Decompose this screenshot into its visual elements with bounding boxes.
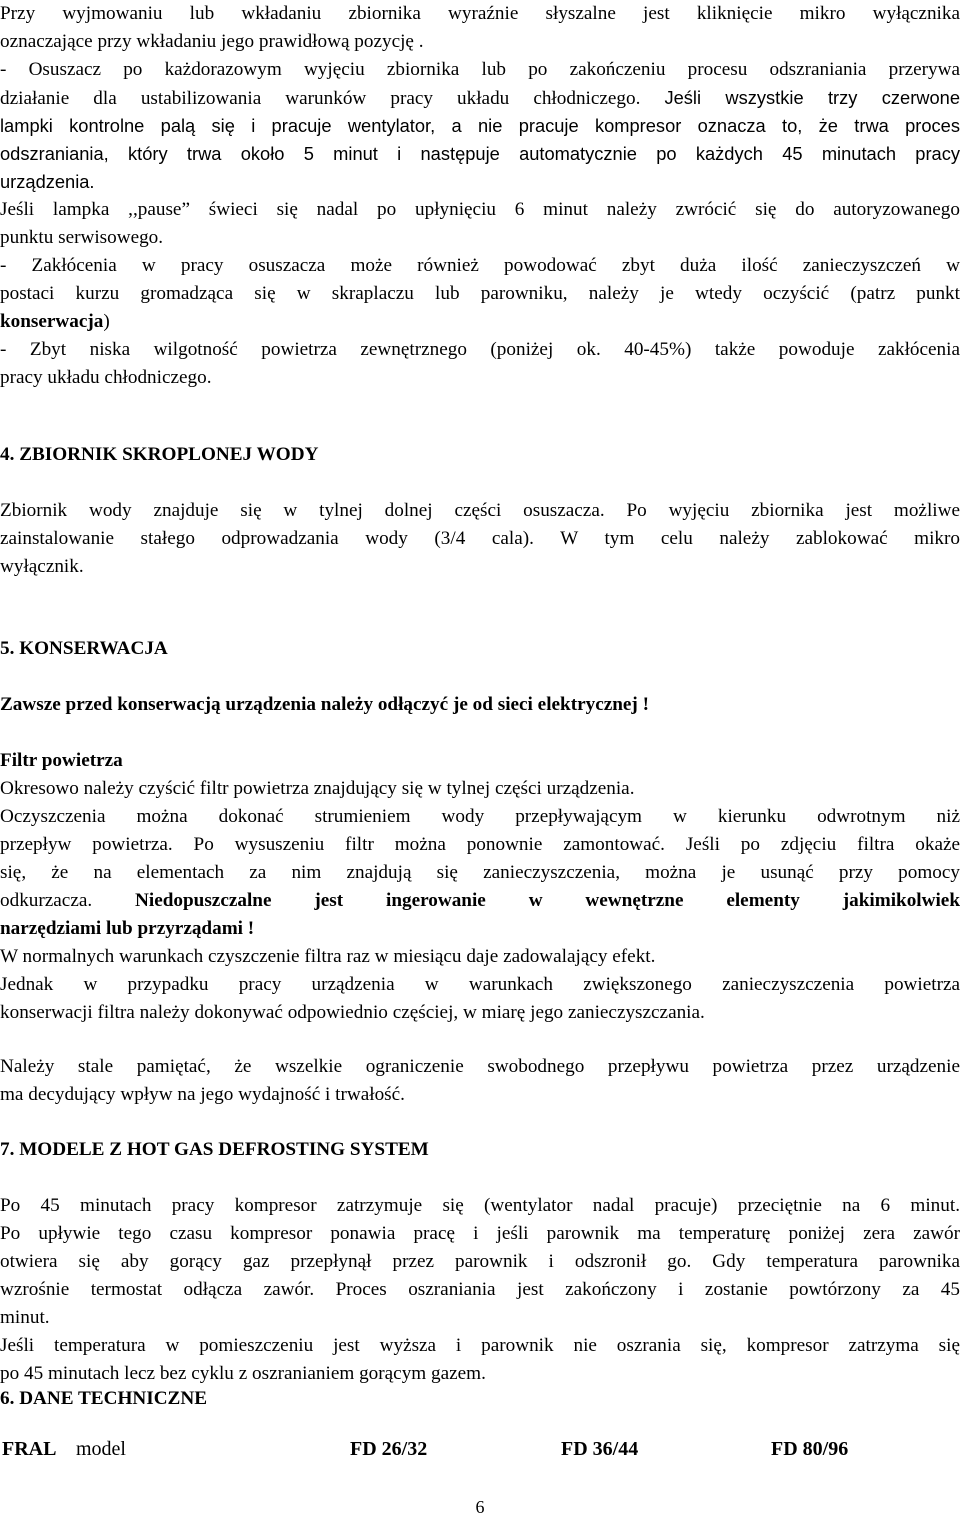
text-line: pracy układu chłodniczego. bbox=[0, 367, 212, 388]
model-name: FD 36/44 bbox=[561, 1438, 639, 1460]
text-line: odszraniania, który trwa około 5 minut i następuje automatycznie po każdych 45 minutach pracy bbox=[0, 143, 960, 164]
text-line: urządzenia. bbox=[0, 171, 95, 192]
text-line: postaci kurzu gromadząca się w skraplaczu lub parowniku, należy je wtedy oczyścić (patrz punkt bbox=[0, 283, 960, 304]
model-name: FD 26/32 bbox=[350, 1438, 428, 1460]
text-line: wyłącznik. bbox=[0, 556, 84, 577]
text-line: Zbiornik wody znajduje się w tylnej dolnej części osuszacza. Po wyjęciu zbiornika jest możliwe bbox=[0, 500, 960, 521]
text-line: Oczyszczenia można dokonać strumieniem wody przepływającym w kierunku odwrotnym niż bbox=[0, 806, 960, 827]
text-line: - Zbyt niska wilgotność powietrza zewnętrznego (poniżej ok. 40-45%) także powoduje zakłócenia bbox=[0, 339, 960, 360]
model-label: model bbox=[76, 1438, 126, 1460]
text-line: Przy wyjmowaniu lub wkładaniu zbiornika wyraźnie słyszalne jest kliknięcie mikro wyłącznika bbox=[0, 3, 960, 24]
bold-text: konserwacja bbox=[0, 311, 104, 332]
text-line bbox=[0, 308, 960, 336]
text-line: ma decydujący wpływ na jego wydajność i trwałość. bbox=[0, 1084, 405, 1105]
text-line: Jeśli temperatura w pomieszczeniu jest wyższa i parownik nie oszrania się, kompresor zatrzyma się bbox=[0, 1335, 960, 1356]
bold-text: Niedopuszczalne jest ingerowanie w wewnętrzne elementy jakimikolwiek bbox=[135, 890, 960, 911]
bold-text-line: narzędziami lub przyrządami ! bbox=[0, 918, 255, 939]
text-line: otwiera się aby gorący gaz przepłynął przez parownik i odszronił go. Gdy temperatura parownika bbox=[0, 1251, 960, 1272]
text-span: działanie dla ustabilizowania warunków pracy układu chłodniczego. bbox=[0, 88, 641, 109]
model-row bbox=[0, 1438, 960, 1468]
model-name: FD 80/96 bbox=[771, 1438, 849, 1460]
text-span: odkurzacza. bbox=[0, 890, 93, 911]
text-span-sans: Jeśli wszystkie trzy czerwone bbox=[664, 87, 960, 108]
text-line: Po 45 minutach pracy kompresor zatrzymuje się (wentylator nadal pracuje) przeciętnie na 6 minut. bbox=[0, 1195, 960, 1216]
text-line: Jednak w przypadku pracy urządzenia w warunkach zwiększonego zanieczyszczenia powietrza bbox=[0, 974, 960, 995]
text-line: - Zakłócenia w pracy osuszacza może również powodować zbyt duża ilość zanieczyszczeń w bbox=[0, 255, 960, 276]
text-line: lampki kontrolne palą się i pracuje wentylator, a nie pracuje kompresor oznacza to, że trwa proces bbox=[0, 115, 960, 136]
text-line: wzrośnie termostat odłącza zawór. Proces oszraniania jest zakończony i zostanie powtórzony za 45 bbox=[0, 1279, 960, 1300]
section-heading: 6. DANE TECHNICZNE bbox=[0, 1388, 208, 1409]
warning-text: Zawsze przed konserwacją urządzenia należy odłączyć je od sieci elektrycznej ! bbox=[0, 694, 650, 715]
text-line: przepływ powietrza. Po wysuszeniu filtr można ponownie zamontować. Jeśli po zdjęciu filtra okaże bbox=[0, 834, 960, 855]
text-line: konserwacji filtra należy dokonywać odpowiednio częściej, w miarę jego zanieczyszczania. bbox=[0, 1002, 705, 1023]
text-line: Jeśli lampka ,,pause” świeci się nadal po upłynięciu 6 minut należy zwrócić się do autoryzowanego bbox=[0, 199, 960, 220]
brand-label: FRAL bbox=[2, 1438, 57, 1460]
text-line bbox=[0, 887, 960, 915]
text-line: - Osuszacz po każdorazowym wyjęciu zbiornika lub po zakończeniu procesu odszraniania przerywa bbox=[0, 59, 960, 80]
text-line: po 45 minutach lecz bez cyklu z oszranianiem gorącym gazem. bbox=[0, 1363, 486, 1384]
text-line: oznaczające przy wkładaniu jego prawidłową pozycję . bbox=[0, 31, 424, 52]
section-heading: 4. ZBIORNIK SKROPLONEJ WODY bbox=[0, 444, 319, 465]
text-line: zainstalowanie stałego odprowadzania wody (3/4 cala). W tym celu należy zablokować mikro bbox=[0, 528, 960, 549]
text-line: Należy stale pamiętać, że wszelkie ograniczenie swobodnego przepływu powietrza przez urządzenie bbox=[0, 1056, 960, 1077]
text-line: minut. bbox=[0, 1307, 50, 1328]
text-span: ) bbox=[103, 311, 110, 332]
text-line: W normalnych warunkach czyszczenie filtra raz w miesiącu daje zadowalający efekt. bbox=[0, 946, 656, 967]
text-line: się, że na elementach za nim znajdują się zanieczyszczenia, można je usunąć przy pomocy bbox=[0, 862, 960, 883]
text-line: Po upływie tego czasu kompresor ponawia pracę i jeśli parownik ma temperaturę poniżej zera zawór bbox=[0, 1223, 960, 1244]
text-line: Okresowo należy czyścić filtr powietrza znajdujący się w tylnej części urządzenia. bbox=[0, 778, 635, 799]
section-heading: 5. KONSERWACJA bbox=[0, 638, 168, 659]
text-line bbox=[0, 84, 960, 113]
text-line: punktu serwisowego. bbox=[0, 227, 164, 248]
subsection-heading: Filtr powietrza bbox=[0, 750, 123, 771]
section-heading: 7. MODELE Z HOT GAS DEFROSTING SYSTEM bbox=[0, 1139, 429, 1160]
page-number: 6 bbox=[475, 1497, 485, 1517]
